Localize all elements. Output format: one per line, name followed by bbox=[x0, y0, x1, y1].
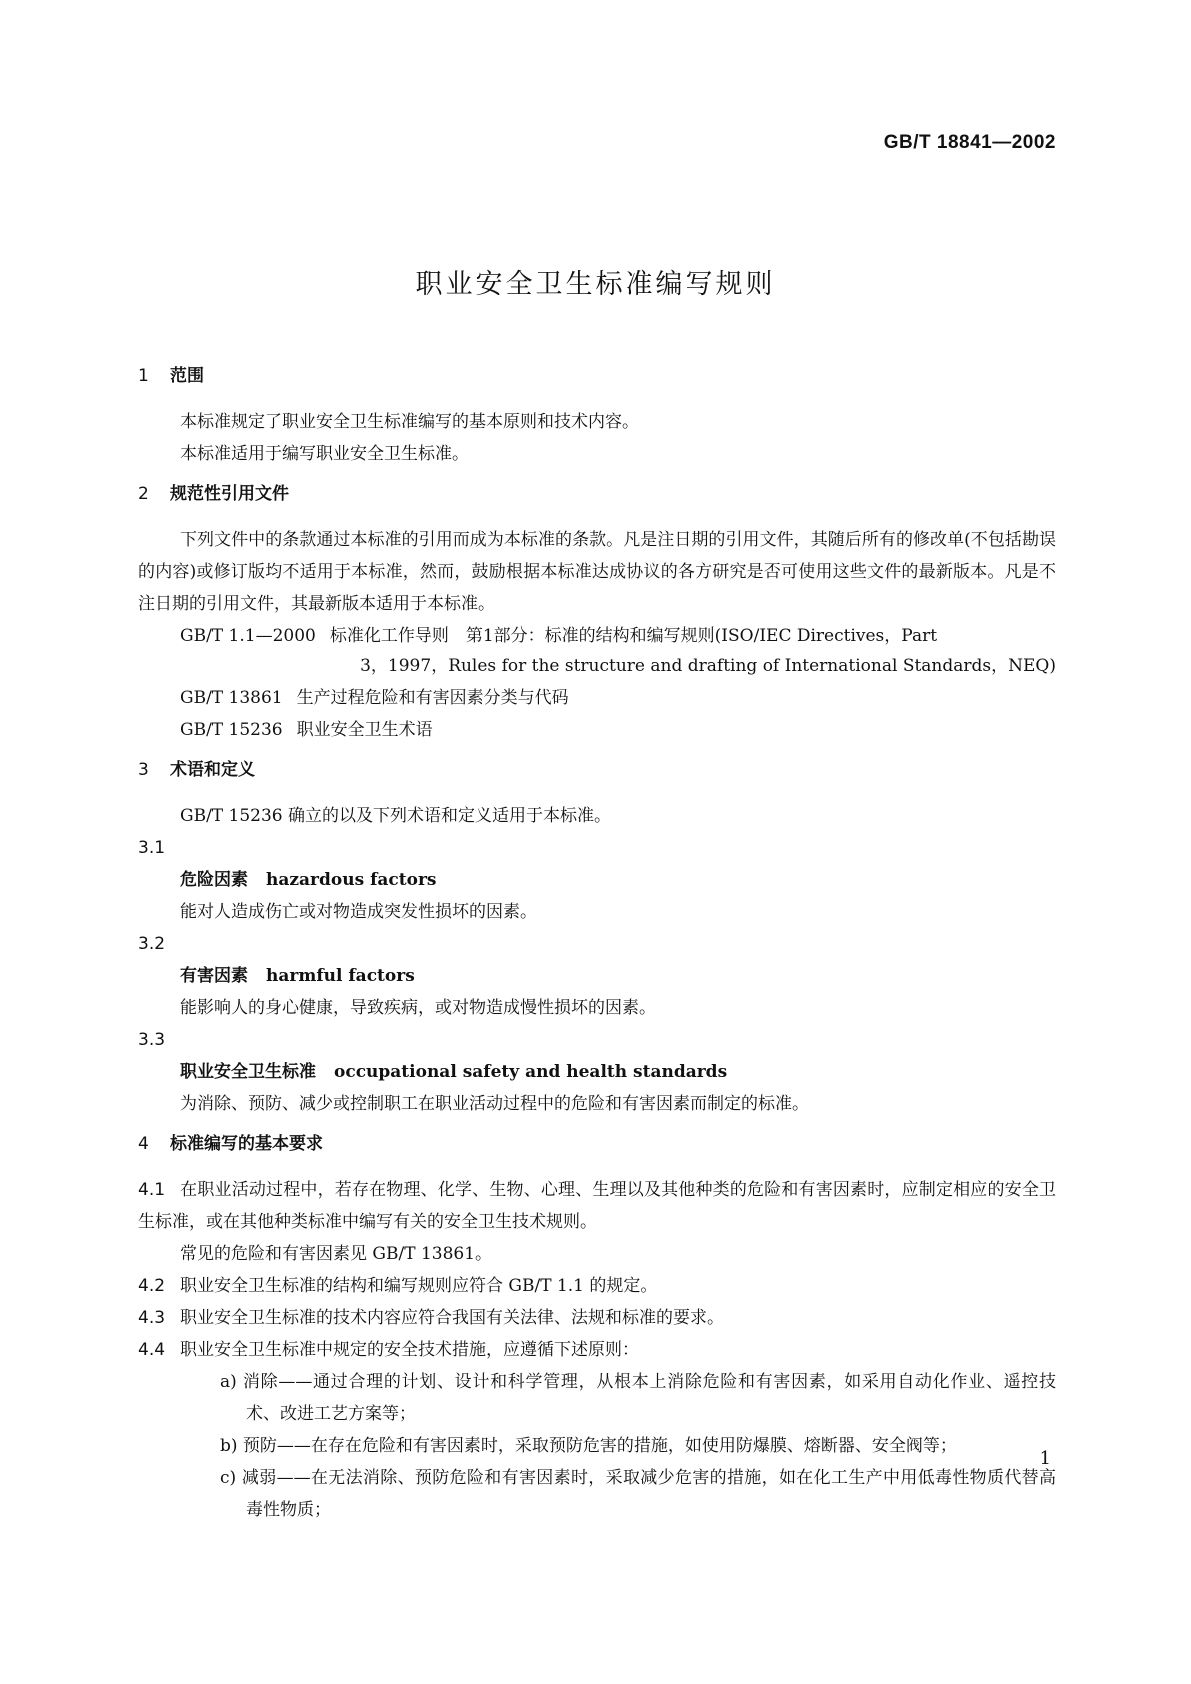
term-number: 3.1 bbox=[138, 838, 166, 858]
clause-text: 职业安全卫生标准的结构和编写规则应符合 GB/T 1.1 的规定。 bbox=[180, 1276, 658, 1296]
clause-4-2 bbox=[138, 1270, 1056, 1302]
term-number: 3.2 bbox=[138, 934, 166, 954]
term-heading bbox=[138, 960, 1056, 992]
reference-item bbox=[138, 682, 1056, 714]
reference-title: 标准化工作导则 第1部分：标准的结构和编写规则(ISO/IEC Directives，Part bbox=[329, 626, 938, 646]
section-number: 1 bbox=[138, 366, 149, 386]
list-label: b) bbox=[220, 1436, 238, 1456]
term-heading bbox=[138, 864, 1056, 896]
section-number: 2 bbox=[138, 484, 149, 504]
section-number: 4 bbox=[138, 1134, 149, 1154]
section-number: 3 bbox=[138, 760, 149, 780]
term-english: occupational safety and health standards bbox=[334, 1062, 728, 1082]
section-title: 规范性引用文件 bbox=[170, 484, 289, 504]
paragraph: 下列文件中的条款通过本标准的引用而成为本标准的条款。凡是注日期的引用文件，其随后所有的修改单(不包括勘误的内容)或修订版均不适用于本标准，然而，鼓励根据本标准达成协议的各方研究是否可使用这些文件的最新版本。凡是不注日期的引用文件，其最新版本适用于本标准。 bbox=[138, 530, 1056, 614]
reference-code: GB/T 1.1—2000 bbox=[180, 626, 316, 646]
section-3-heading bbox=[138, 754, 1056, 786]
term-number: 3.3 bbox=[138, 1030, 166, 1050]
reference-code: GB/T 13861 bbox=[180, 688, 283, 708]
list-item bbox=[180, 1430, 1056, 1462]
term-definition: 能影响人的身心健康，导致疾病，或对物造成慢性损坏的因素。 bbox=[180, 998, 656, 1018]
term-chinese: 有害因素 bbox=[180, 966, 248, 986]
reference-title: 职业安全卫生术语 bbox=[296, 720, 433, 740]
clause-4-1 bbox=[138, 1174, 1056, 1238]
clause-text: 职业安全卫生标准中规定的安全技术措施，应遵循下述原则： bbox=[180, 1340, 639, 1360]
list-text: 预防——在存在危险和有害因素时，采取预防危害的措施，如使用防爆膜、熔断器、安全阀等； bbox=[242, 1436, 957, 1456]
term-heading bbox=[138, 1056, 1056, 1088]
section-1-heading bbox=[138, 360, 1056, 392]
term-definition: 能对人造成伤亡或对物造成突发性损坏的因素。 bbox=[180, 902, 537, 922]
clause-number: 4.3 bbox=[138, 1308, 166, 1328]
list-label: c) bbox=[220, 1468, 237, 1488]
section-4-heading bbox=[138, 1128, 1056, 1160]
reference-code: GB/T 15236 bbox=[180, 720, 283, 740]
clause-note: 常见的危险和有害因素见 GB/T 13861。 bbox=[180, 1244, 493, 1264]
list-label: a) bbox=[220, 1372, 237, 1392]
section-2-heading bbox=[138, 478, 1056, 510]
page-number: 1 bbox=[1039, 1448, 1051, 1469]
clause-4-3 bbox=[138, 1302, 1056, 1334]
reference-continuation: 3，1997，Rules for the structure and drafting of International Standards，NEQ) bbox=[360, 656, 1056, 676]
document-title: 职业安全卫生标准编写规则 bbox=[415, 269, 776, 300]
term-english: harmful factors bbox=[266, 966, 415, 986]
clause-number: 4.1 bbox=[138, 1180, 166, 1200]
standard-code: GB/T 18841—2002 bbox=[883, 132, 1056, 153]
term-chinese: 职业安全卫生标准 bbox=[180, 1062, 316, 1082]
clause-number: 4.4 bbox=[138, 1340, 166, 1360]
reference-title: 生产过程危险和有害因素分类与代码 bbox=[296, 688, 569, 708]
paragraph: 本标准规定了职业安全卫生标准编写的基本原则和技术内容。 bbox=[180, 412, 639, 432]
list-item bbox=[180, 1366, 1056, 1430]
section-title: 标准编写的基本要求 bbox=[170, 1134, 323, 1154]
section-title: 术语和定义 bbox=[170, 760, 255, 780]
document-body bbox=[138, 360, 1056, 1526]
list-item bbox=[180, 1462, 1056, 1526]
reference-item bbox=[138, 714, 1056, 746]
clause-4-4 bbox=[138, 1334, 1056, 1366]
list-text: 消除——通过合理的计划、设计和科学管理，从根本上消除危险和有害因素，如采用自动化作业、遥控技术、改进工艺方案等； bbox=[242, 1372, 1057, 1424]
paragraph: GB/T 15236 确立的以及下列术语和定义适用于本标准。 bbox=[180, 806, 612, 826]
reference-item bbox=[138, 620, 1056, 652]
term-definition: 为消除、预防、减少或控制职工在职业活动过程中的危险和有害因素而制定的标准。 bbox=[180, 1094, 809, 1114]
clause-number: 4.2 bbox=[138, 1276, 166, 1296]
clause-text: 在职业活动过程中，若存在物理、化学、生物、心理、生理以及其他种类的危险和有害因素时，应制定相应的安全卫生标准，或在其他种类标准中编写有关的安全卫生技术规则。 bbox=[138, 1180, 1056, 1232]
term-chinese: 危险因素 bbox=[180, 870, 248, 890]
clause-text: 职业安全卫生标准的技术内容应符合我国有关法律、法规和标准的要求。 bbox=[180, 1308, 724, 1328]
term-english: hazardous factors bbox=[266, 870, 437, 890]
paragraph: 本标准适用于编写职业安全卫生标准。 bbox=[180, 444, 469, 464]
list-text: 减弱——在无法消除、预防危险和有害因素时，采取减少危害的措施，如在化工生产中用低毒性物质代替高毒性物质； bbox=[241, 1468, 1057, 1520]
section-title: 范围 bbox=[170, 366, 204, 386]
